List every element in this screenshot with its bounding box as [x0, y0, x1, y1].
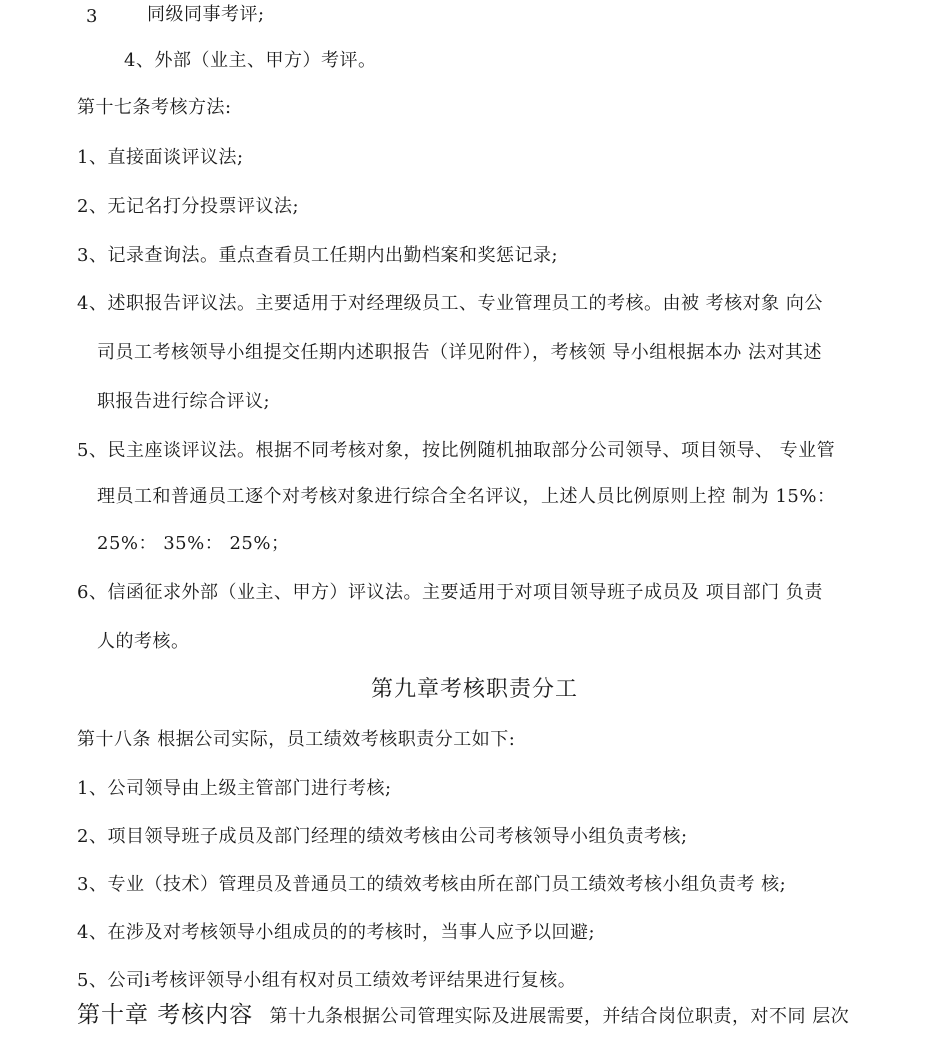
- method-item-4-line2: 司员工考核领导小组提交任期内述职报告（详见附件），考核领 导小组根据本办 法对其述: [97, 342, 822, 363]
- method-item-4-line1: 4、述职报告评议法。主要适用于对经理级员工、专业管理员工的考核。由被 考核对象 向公: [77, 293, 823, 314]
- chapter-10-line: [77, 1001, 849, 1031]
- duty-item-5: 5、公司i考核评领导小组有权对员工绩效考评结果进行复核。: [77, 970, 577, 991]
- method-item-6-line1: 6、信函征求外部（业主、甲方）评议法。主要适用于对项目领导班子成员及 项目部门 负责: [77, 582, 823, 603]
- chapter-10-title: 第十章 考核内容: [77, 1002, 254, 1028]
- method-item-2: 2、无记名打分投票评议法;: [77, 196, 300, 217]
- duty-item-1: 1、公司领导由上级主管部门进行考核;: [77, 778, 392, 799]
- method-item-4-line3: 职报告进行综合评议;: [97, 391, 271, 412]
- method-item-5-line3: 25%： 35%： 25%；: [97, 533, 290, 554]
- method-item-5-line1: 5、民主座谈评议法。根据不同考核对象，按比例随机抽取部分公司领导、项目领导、 专业管: [77, 440, 836, 461]
- article-19-text: 第十九条根据公司管理实际及进展需要，并结合岗位职责，对不同 层次: [269, 1006, 850, 1027]
- method-item-1: 1、直接面谈评议法;: [77, 147, 244, 168]
- duty-item-2: 2、项目领导班子成员及部门经理的绩效考核由公司考核领导小组负责考核;: [77, 826, 688, 847]
- duty-item-3: 3、专业（技术）管理员及普通员工的绩效考核由所在部门员工绩效考核小组负责考 核;: [77, 874, 787, 895]
- list-number: 3: [86, 6, 98, 27]
- list-item-peer-review: 同级同事考评;: [147, 4, 265, 25]
- duty-item-4: 4、在涉及对考核领导小组成员的的考核时，当事人应予以回避;: [77, 922, 596, 943]
- article-17-heading: 第十七条考核方法:: [77, 97, 232, 118]
- list-item-external-review: 4、外部（业主、甲方）考评。: [124, 50, 377, 71]
- method-item-6-line2: 人的考核。: [97, 631, 190, 652]
- method-item-3: 3、记录查询法。重点查看员工任期内出勤档案和奖惩记录;: [77, 245, 559, 266]
- article-18-heading: 第十八条 根据公司实际，员工绩效考核职责分工如下:: [77, 729, 516, 750]
- method-item-5-line2: 理员工和普通员工逐个对考核对象进行综合全名评议，上述人员比例原则上控 制为 15%：: [97, 486, 836, 507]
- chapter-9-title: 第九章考核职责分工: [371, 677, 579, 702]
